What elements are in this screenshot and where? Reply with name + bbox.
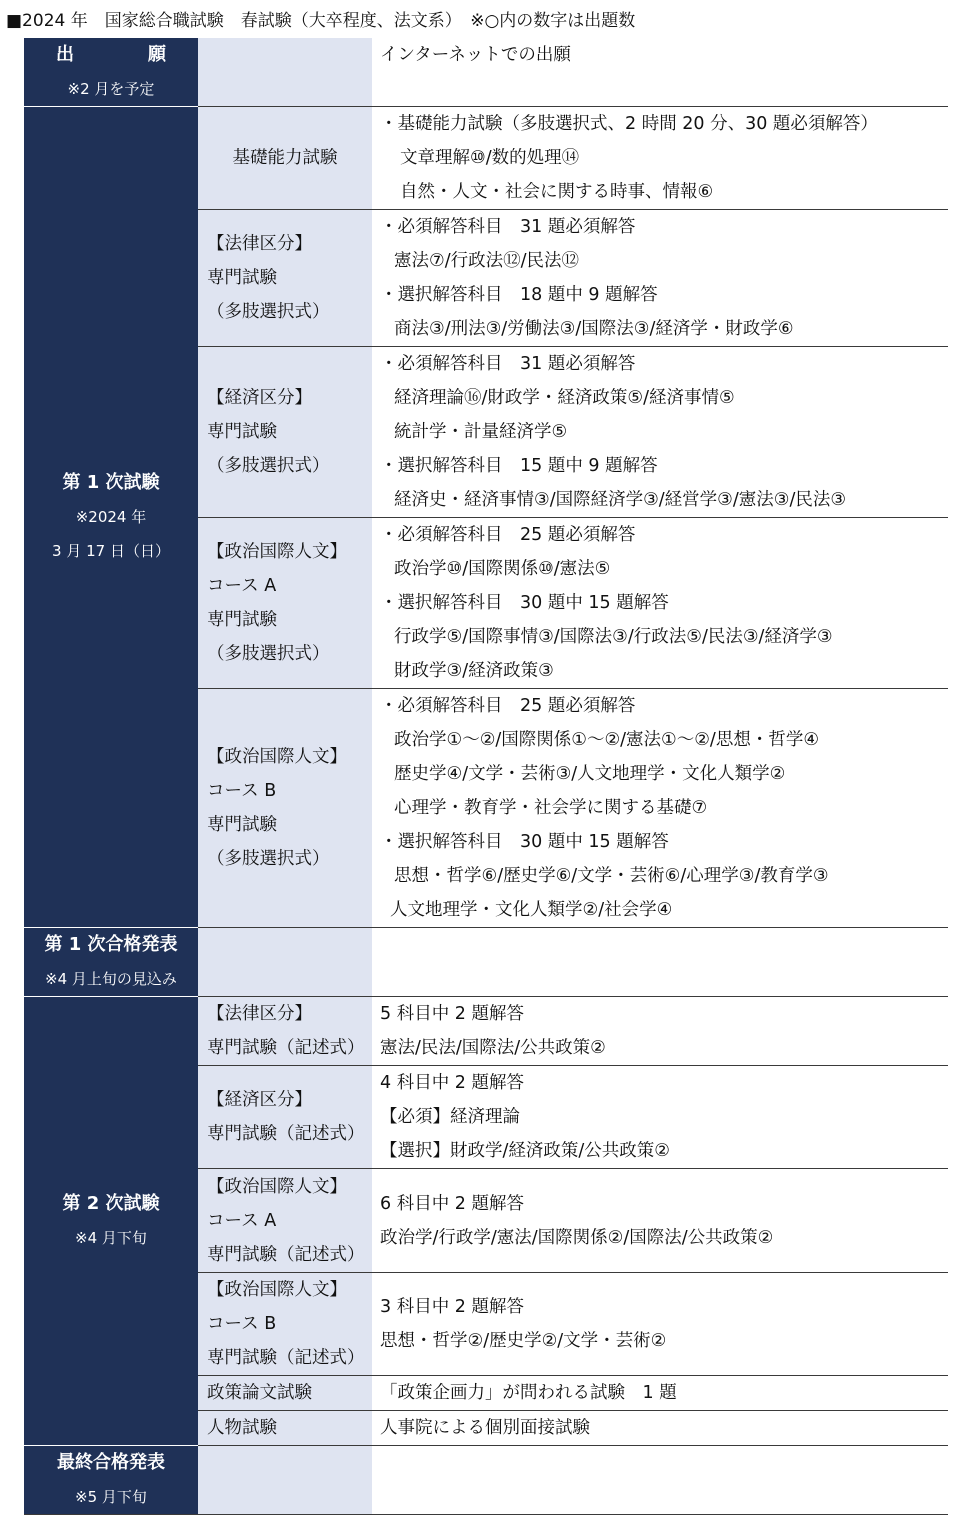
content-line: 財政学③/経済政策③ <box>394 661 554 681</box>
content-cell <box>372 689 948 928</box>
sub-label-cell <box>198 1376 372 1411</box>
content-line: 【選択】財政学/経済政策/公共政策② <box>380 1141 670 1161</box>
stage-name: 最終合格発表 <box>57 1452 165 1473</box>
content-line: ・選択解答科目 30 題中 15 題解答 <box>380 593 669 613</box>
content-cell <box>372 38 948 107</box>
stage-first-result <box>24 928 198 997</box>
exam-schedule-table <box>24 38 948 1515</box>
content-cell <box>372 1411 948 1446</box>
content-cell <box>372 997 948 1066</box>
content-line: 4 科目中 2 題解答 <box>380 1073 524 1093</box>
sub-label-cell <box>198 38 372 107</box>
sub-label-cell <box>198 928 372 997</box>
table-row <box>24 107 948 210</box>
sub-label-cell <box>198 997 372 1066</box>
content-cell <box>372 518 948 689</box>
stage-final-result <box>24 1446 198 1515</box>
sub-label: 専門試験 <box>207 268 277 288</box>
content-line: 憲法/民法/国際法/公共政策② <box>380 1038 606 1058</box>
sub-label: コース A <box>207 576 277 596</box>
sub-label-cell <box>198 1446 372 1515</box>
content-line: ・基礎能力試験（多肢選択式、2 時間 20 分、30 題必須解答） <box>380 114 878 134</box>
content-line: 経済史・経済事情③/国際経済学③/経営学③/憲法③/民法③ <box>394 490 847 510</box>
content-cell <box>372 210 948 347</box>
stage-note: ※2024 年 <box>75 508 147 526</box>
sub-label: （多肢選択式） <box>207 456 330 476</box>
sub-label-cell <box>198 107 372 210</box>
stage-name: 出 願 <box>56 44 194 65</box>
sub-label: 【政治国際人文】 <box>207 542 347 562</box>
sub-label: コース B <box>207 1314 277 1334</box>
sub-label: 専門試験（記述式） <box>207 1038 365 1058</box>
content-line: 6 科目中 2 題解答 <box>380 1193 524 1214</box>
sub-label-cell <box>198 1169 372 1273</box>
content-cell <box>372 928 948 997</box>
sub-label: 【法律区分】 <box>207 234 312 254</box>
content-line: 政治学⑩/国際関係⑩/憲法⑤ <box>394 559 611 579</box>
content-cell <box>372 107 948 210</box>
sub-label: 専門試験 <box>207 815 277 835</box>
content-line: ・必須解答科目 31 題必須解答 <box>380 354 636 374</box>
stage-note: ※5 月下旬 <box>75 1488 147 1506</box>
content-line: 行政学⑤/国際事情③/国際法③/行政法⑤/民法③/経済学③ <box>394 627 833 647</box>
content-line: 思想・哲学②/歴史学②/文学・芸術② <box>380 1331 667 1351</box>
table-row <box>24 997 948 1066</box>
sub-label: 専門試験 <box>207 610 277 630</box>
content-line: ・必須解答科目 31 題必須解答 <box>380 217 636 237</box>
stage-application <box>24 38 198 107</box>
content-line: 憲法⑦/行政法⑫/民法⑫ <box>394 251 579 271</box>
sub-label: （多肢選択式） <box>207 849 330 869</box>
sub-label: 専門試験 <box>207 422 277 442</box>
content-line: ・選択解答科目 18 題中 9 題解答 <box>380 285 658 305</box>
sub-label: 【政治国際人文】 <box>207 1280 347 1300</box>
table-row <box>24 1446 948 1515</box>
stage-note: ※2 月を予定 <box>67 80 155 98</box>
content-line: 自然・人文・社会に関する時事、情報⑥ <box>400 182 714 202</box>
sub-label: 基礎能力試験 <box>232 148 338 168</box>
content-cell <box>372 1066 948 1169</box>
sub-label: コース A <box>207 1210 277 1231</box>
content-line: インターネットでの出願 <box>380 45 571 65</box>
content-line: 人事院による個別面接試験 <box>380 1418 590 1438</box>
content-line: 【必須】経済理論 <box>380 1107 520 1127</box>
sub-label-cell <box>198 1273 372 1376</box>
sub-label: （多肢選択式） <box>207 302 330 322</box>
page-title: ■2024 年 国家総合職試験 春試験（大卒程度、法文系） ※○内の数字は出題数 <box>6 11 636 31</box>
content-cell <box>372 347 948 518</box>
sub-label: 【政治国際人文】 <box>207 747 347 767</box>
content-line: 思想・哲学⑥/歴史学⑥/文学・芸術⑥/心理学③/教育学③ <box>394 866 829 886</box>
stage-note: ※4 月上旬の見込み <box>45 970 177 988</box>
stage-second-exam <box>24 997 198 1446</box>
content-line: 商法③/刑法③/労働法③/国際法③/経済学・財政学⑥ <box>394 319 794 339</box>
stage-note: ※4 月下旬 <box>75 1229 147 1247</box>
sub-label-cell <box>198 347 372 518</box>
content-line: 5 科目中 2 題解答 <box>380 1004 524 1024</box>
sub-label: 【法律区分】 <box>207 1004 312 1024</box>
content-line: ・必須解答科目 25 題必須解答 <box>380 696 636 716</box>
content-line: 人文地理学・文化人類学②/社会学④ <box>390 900 673 920</box>
sub-label: 専門試験（記述式） <box>207 1124 365 1144</box>
table-row <box>24 38 948 107</box>
sub-label-cell <box>198 518 372 689</box>
content-cell <box>372 1446 948 1515</box>
sub-label: 【経済区分】 <box>207 388 312 408</box>
stage-note: 3 月 17 日（日） <box>52 542 170 560</box>
content-line: 3 科目中 2 題解答 <box>380 1297 524 1317</box>
content-line: ・選択解答科目 30 題中 15 題解答 <box>380 832 669 852</box>
content-cell <box>372 1376 948 1411</box>
content-line: ・必須解答科目 25 題必須解答 <box>380 525 636 545</box>
content-line: 心理学・教育学・社会学に関する基礎⑦ <box>394 798 708 818</box>
content-line: 政治学①～②/国際関係①～②/憲法①～②/思想・哲学④ <box>394 730 820 750</box>
sub-label: 専門試験（記述式） <box>207 1348 365 1368</box>
content-cell <box>372 1273 948 1376</box>
content-line: ・選択解答科目 15 題中 9 題解答 <box>380 456 658 476</box>
sub-label-cell <box>198 689 372 928</box>
sub-label-cell <box>198 210 372 347</box>
stage-first-exam <box>24 107 198 928</box>
sub-label: （多肢選択式） <box>207 644 330 664</box>
stage-name: 第 2 次試験 <box>62 1193 160 1214</box>
sub-label: 政策論文試験 <box>207 1383 312 1403</box>
stage-name: 第 1 次合格発表 <box>44 934 178 955</box>
sub-label: 専門試験（記述式） <box>207 1244 365 1265</box>
content-line: 政治学/行政学/憲法/国際関係②/国際法/公共政策② <box>380 1227 774 1248</box>
content-line: 統計学・計量経済学⑤ <box>394 422 568 442</box>
sub-label-cell <box>198 1411 372 1446</box>
sub-label-cell <box>198 1066 372 1169</box>
content-line: 文章理解⑩/数的処理⑭ <box>400 148 580 168</box>
content-cell <box>372 1169 948 1273</box>
content-line: 経済理論⑯/財政学・経済政策⑤/経済事情⑤ <box>394 388 735 408</box>
content-line: 歴史学④/文学・芸術③/人文地理学・文化人類学② <box>394 764 786 784</box>
sub-label: 【政治国際人文】 <box>207 1176 347 1197</box>
table-row <box>24 928 948 997</box>
stage-name: 第 1 次試験 <box>62 472 160 493</box>
sub-label: 人物試験 <box>207 1418 277 1438</box>
content-line: 「政策企画力」が問われる試験 1 題 <box>380 1383 677 1403</box>
sub-label: コース B <box>207 781 277 801</box>
sub-label: 【経済区分】 <box>207 1090 312 1110</box>
